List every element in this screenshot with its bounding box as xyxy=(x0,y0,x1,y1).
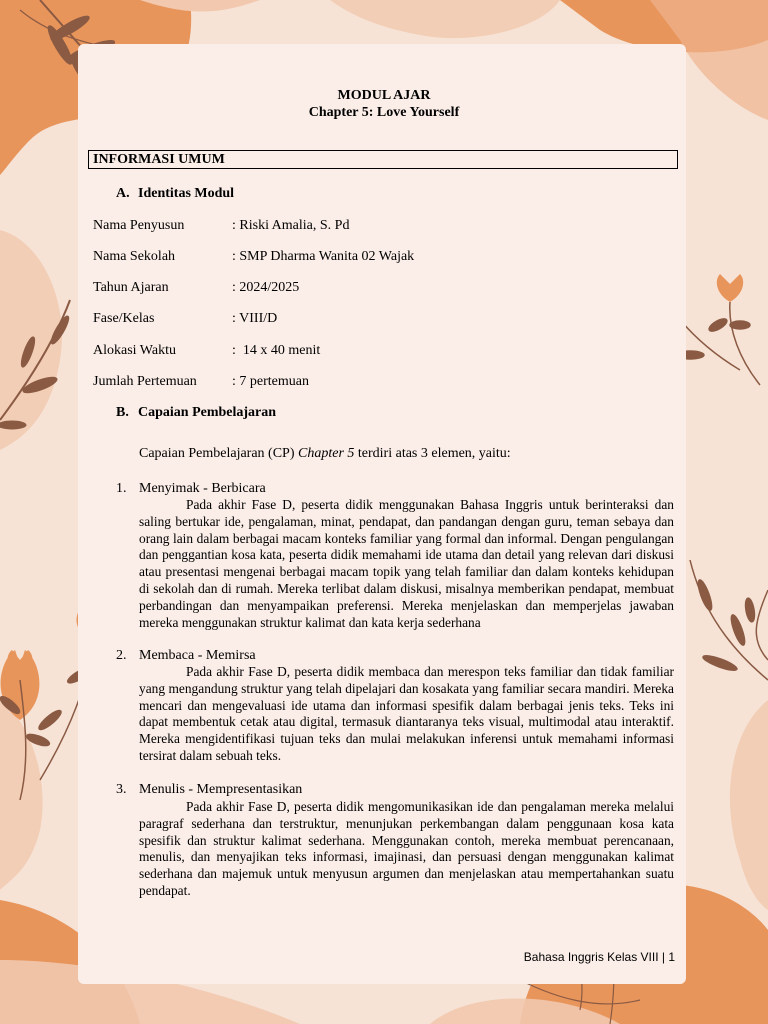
section-b-heading xyxy=(116,405,276,421)
element-title-text: Menyimak - Berbicara xyxy=(139,481,266,496)
cp-intro xyxy=(139,446,511,462)
element-paragraph: Pada akhir Fase D, peserta didik membaca dan merespon teks familiar dan tidak familiar yang mengandung struktur yang telah dipelajari dan kosakata yang familiar secara mandiri. Mereka mencari dan mengevaluasi ide utama dan informasi spesifik dalam berbagai jenis teks. Teks ini dapat membentuk cetak atau digital, termasuk diantaranya teks visual, multimodal atau interaktif. Mereka mengidentifikasi tujuan teks dan mulai melakukan inferensi untuk memahami informasi tersirat dalam sebuah teks. xyxy=(139,664,674,763)
identity-label: Tahun Ajaran xyxy=(93,280,169,295)
identity-row xyxy=(93,249,414,265)
identity-value: : VIII/D xyxy=(232,311,278,326)
element-title xyxy=(116,481,266,497)
info-umum-box: INFORMASI UMUM xyxy=(88,150,678,169)
identity-label: Nama Sekolah xyxy=(93,249,176,264)
element-number: 1. xyxy=(116,481,127,496)
identity-row xyxy=(93,280,299,296)
element-paragraph: Pada akhir Fase D, peserta didik mengomunikasikan ide dan pengalaman mereka melalui paragraf sederhana dan terstruktur, menunjukan perkembangan dalam penggunaan kosa kata spesifik dan struktur kalimat sederhana. Menggunakan contoh, mereka membuat perencanaan, menulis, dan menyajikan teks informasi, imajinasi, dan persuasi dengan menggunakan kalimat sederhana dan majemuk untuk menyusun argumen dan menjelaskan atau mempertahankan suatu pendapat. xyxy=(139,799,674,898)
section-a-label: Identitas Modul xyxy=(138,186,235,201)
element-title xyxy=(116,648,256,664)
section-b-label: Capaian Pembelajaran xyxy=(138,405,277,420)
element-title-text: Membaca - Memirsa xyxy=(139,648,256,663)
identity-row xyxy=(93,374,309,390)
section-b-number: B. xyxy=(116,405,129,420)
cp-intro-before: Capaian Pembelajaran (CP) xyxy=(139,446,299,461)
identity-value: : Riski Amalia, S. Pd xyxy=(232,218,350,233)
element-paragraph: Pada akhir Fase D, peserta didik menggunakan Bahasa Inggris untuk berinteraksi dan saling bertukar ide, pengalaman, minat, pendapat, dan pandangan dengan guru, teman sebaya dan orang lain dalam berbagai macam konteks familiar yang formal dan informal. Dengan pengulangan dan penggantian kosa kata, peserta didik memahami ide utama dan detail yang relevan dari diskusi atau presentasi mengenai berbagai macam topik yang telah familiar dan dalam konteks kehidupan di sekolah dan di rumah. Mereka terlibat dalam diskusi, misalnya memberikan pendapat, membuat perbandingan dan menyampaikan preferensi. Mereka menjelaskan dan memperjelas jawaban mereka menggunakan struktur kalimat dan kata kerja sederhana xyxy=(139,497,674,630)
identity-label: Nama Penyusun xyxy=(93,218,185,233)
identity-label: Jumlah Pertemuan xyxy=(93,374,197,389)
identity-row xyxy=(93,311,277,327)
element-title xyxy=(116,782,302,798)
section-a-number: A. xyxy=(116,186,130,201)
page-footer: Bahasa Inggris Kelas VIII | 1 xyxy=(523,950,675,964)
element-number: 3. xyxy=(116,782,127,797)
cp-intro-after: terdiri atas 3 elemen, yaitu: xyxy=(354,446,511,461)
identity-value: : SMP Dharma Wanita 02 Wajak xyxy=(232,249,415,264)
document-subtitle: Chapter 5: Love Yourself xyxy=(308,105,460,120)
identity-value: : 14 x 40 menit xyxy=(232,343,321,358)
identity-value: : 7 pertemuan xyxy=(232,374,309,389)
identity-value: : 2024/2025 xyxy=(232,280,300,295)
element-number: 2. xyxy=(116,648,127,663)
section-a-heading xyxy=(116,186,234,202)
cp-intro-italic: Chapter 5 xyxy=(298,446,355,461)
identity-row xyxy=(93,343,320,359)
identity-label: Fase/Kelas xyxy=(93,311,155,326)
identity-row xyxy=(93,218,349,234)
document-title: MODUL AJAR xyxy=(337,88,431,103)
element-title-text: Menulis - Mempresentasikan xyxy=(139,782,303,797)
identity-label: Alokasi Waktu xyxy=(93,343,176,358)
